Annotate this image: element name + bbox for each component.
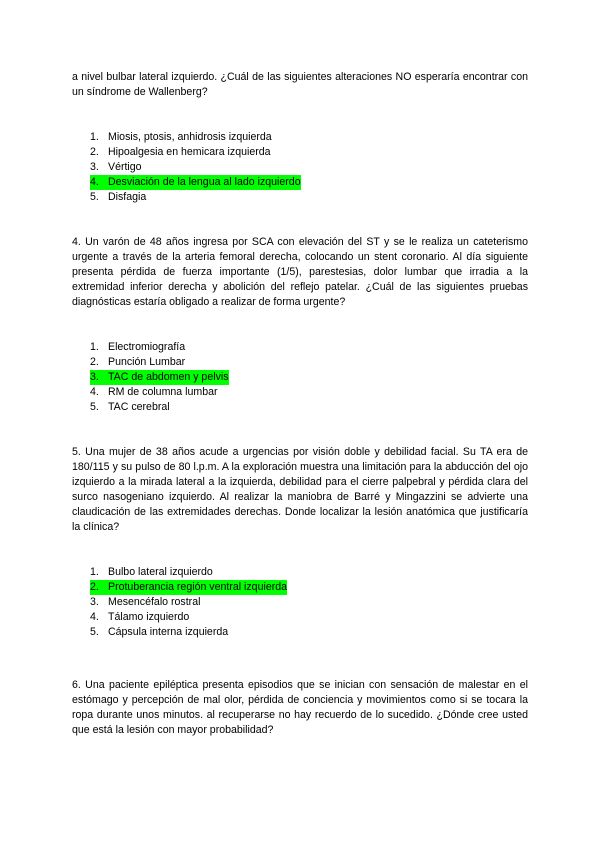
option-item: 3. Mesencéfalo rostral [90,596,201,608]
option-item: 1. Bulbo lateral izquierdo [90,566,213,578]
option-item: 5. Cápsula interna izquierda [90,626,229,638]
option-item-correct: 4. Desviación de la lengua al lado izquierdo [90,176,301,188]
question-3-options [72,130,528,205]
document-page [72,70,528,738]
question-6-text: 6. Una paciente epiléptica presenta episodios que se inician con sensación de malestar en el estómago y percepción de mal olor, pérdida de conciencia y movimientos como si se tocara la ropa durante unos minutos. al recuperarse no hay recuerdo de lo sucedido. ¿Dónde cree usted que está la lesión con mayor probabilidad? [72,679,528,736]
option-item: 5. TAC cerebral [90,401,170,413]
option-item: 2. Hipoalgesia en hemicara izquierda [90,146,271,158]
question-5-options [72,565,528,640]
option-item: 4. RM de columna lumbar [90,386,218,398]
option-item: 3. Vértigo [90,161,142,173]
option-item-correct: 2. Protuberancia región ventral izquierda [90,581,288,593]
question-4-options [72,340,528,415]
option-item: 1. Miosis, ptosis, anhidrosis izquierda [90,131,272,143]
option-item-correct: 3. TAC de abdomen y pelvis [90,371,229,383]
option-item: 1. Electromiografía [90,341,186,353]
option-item: 4. Tálamo izquierdo [90,611,190,623]
question-3-text: a nivel bulbar lateral izquierdo. ¿Cuál de las siguientes alteraciones NO esperaría encontrar con un síndrome de Wallenberg? [72,71,528,98]
question-5-text: 5. Una mujer de 38 años acude a urgencias por visión doble y debilidad facial. Su TA era de 180/115 y su pulso de 80 l.p.m. A la exploración muestra una limitación para la abducción del ojo izquierdo a la mirada lateral a la izquierda, debilidad para el cierre palpebral y pérdida clara del surco nasogeniano izquierdo. Al realizar la maniobra de Barré y Mingazzini se advierte una claudicación de las extremidades derechas. Donde localizar la lesión anatómica que justificaría la clínica? [72,446,528,533]
question-4-text: 4. Un varón de 48 años ingresa por SCA con elevación del ST y se le realiza un cateterismo urgente a través de la arteria femoral derecha, colocando un stent coronario. Al día siguiente presenta pérdida de fuerza importante (1/5), parestesias, dolor lumbar que irradia a la extremidad inferior derecha y abolición del reflejo patelar. ¿Cuál de las siguientes pruebas diagnósticas estaría obligado a realizar de forma urgente? [72,236,528,308]
option-item: 5. Disfagia [90,191,147,203]
option-item: 2. Punción Lumbar [90,356,186,368]
